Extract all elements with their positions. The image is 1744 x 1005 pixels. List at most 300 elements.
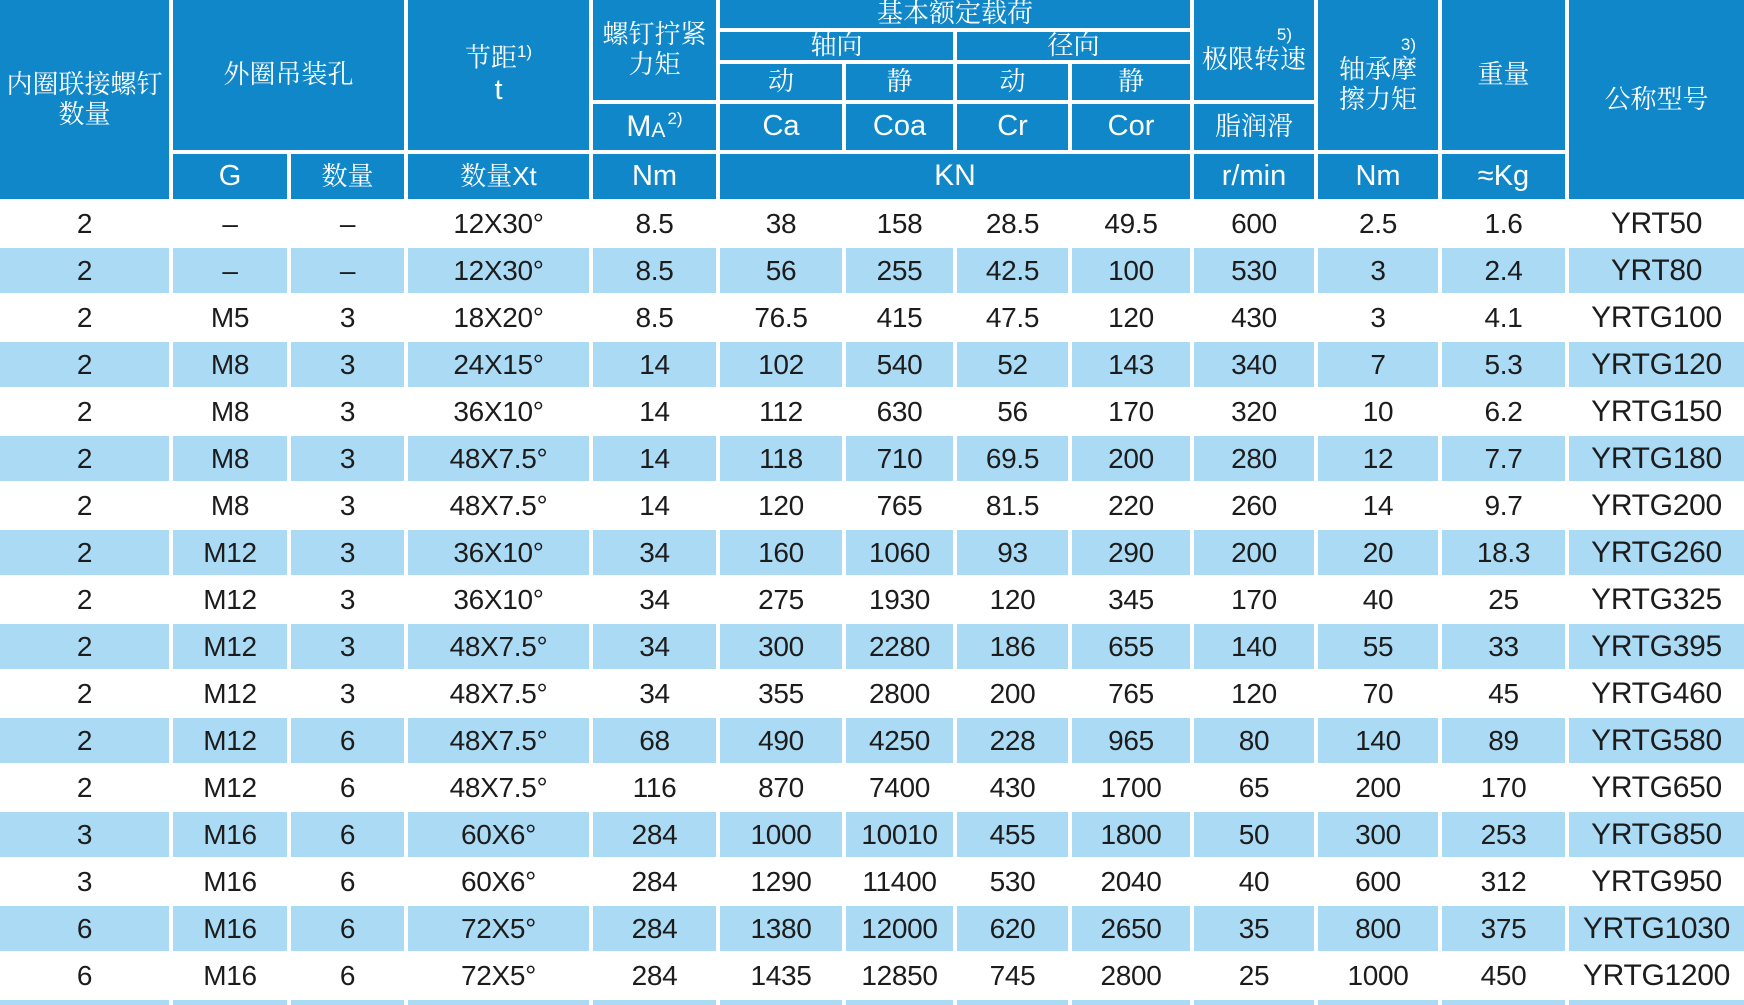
cell-inner-screws: 2 (76, 489, 93, 521)
cell-pitch: 36X10° (453, 395, 544, 427)
cell-tightening-torque: 284 (593, 906, 716, 951)
table-row (0, 201, 1744, 246)
header-radial-dynamic-label: 动 (999, 66, 1026, 97)
cell-coa-axial-static: 1930 (868, 583, 931, 615)
cell-hole-g: M8 (173, 436, 287, 481)
header-pitch (408, 0, 589, 150)
cell-inner-screws: 3 (0, 812, 169, 857)
cell-cor-radial-static: 2800 (1100, 959, 1162, 991)
cell-weight: 170 (1480, 771, 1527, 803)
cell-model: YRTG1030 (1569, 906, 1744, 951)
cell-coa-axial-static: 415 (876, 301, 923, 333)
header-axial-dynamic-label: 动 (767, 66, 794, 97)
cell-hole-qty: 3 (291, 530, 404, 575)
table-row (0, 812, 1744, 857)
cell-hole-qty: 6 (291, 718, 404, 763)
table-row (0, 436, 1744, 481)
cell-inner-screws: 2 (76, 771, 93, 803)
header-ca-symbol (720, 104, 842, 150)
cell-cr-radial-dynamic: 455 (957, 812, 1068, 857)
cell-ca-axial-dynamic: 76.5 (754, 301, 808, 333)
cell-cor-radial-static: 143 (1072, 342, 1190, 387)
header-ma-m: M (626, 110, 652, 143)
header-radial-dynamic (957, 64, 1068, 100)
cell-hole-qty: – (291, 248, 404, 293)
cell-limit-speed: 320 (1231, 395, 1277, 427)
cell-coa-axial-static: 255 (846, 248, 953, 293)
header-limit-speed-label: 极限转速 (1201, 43, 1306, 74)
cell-cr-radial-dynamic: 56 (997, 395, 1028, 427)
unit-g (173, 154, 287, 199)
cell-cor-radial-static: 1800 (1072, 812, 1190, 857)
table-header (0, 0, 1744, 199)
cell-pitch: 60X6° (408, 812, 589, 857)
cell-weight: 25 (1488, 583, 1519, 615)
cell-cr-radial-dynamic: 120 (989, 583, 1036, 615)
cell-hole-qty: 3 (339, 489, 356, 521)
cell-friction-torque: 200 (1355, 771, 1401, 803)
header-cor-symbol (1072, 104, 1190, 150)
cell-cor-radial-static: 345 (1108, 583, 1154, 615)
cell-limit-speed: 280 (1194, 436, 1314, 481)
cell-hole-g: M16 (173, 906, 287, 951)
cell-coa-axial-static: 2280 (846, 624, 953, 669)
cell-model: YRTG1200 (1582, 958, 1731, 992)
unit-load-kn-label: KN (934, 159, 976, 193)
cell-partial (1318, 1000, 1438, 1005)
cell-limit-speed: 600 (1231, 207, 1277, 239)
cell-cor-radial-static: 290 (1072, 530, 1190, 575)
cell-inner-screws: 2 (0, 436, 169, 481)
cell-weight: 4.1 (1484, 301, 1523, 333)
header-basic-load (720, 0, 1190, 28)
cell-hole-qty: 3 (339, 395, 356, 427)
cell-pitch: 12X30° (408, 248, 589, 293)
cell-friction-torque: 12 (1318, 436, 1438, 481)
cell-hole-qty: 6 (339, 771, 356, 803)
cell-tightening-torque: 34 (639, 583, 670, 615)
unit-speed-rpm (1194, 154, 1314, 199)
header-inner-ring-screws (0, 0, 169, 199)
cell-hole-qty: – (339, 207, 356, 239)
unit-pitch (408, 154, 589, 199)
cell-hole-g: M12 (203, 771, 257, 803)
cell-cr-radial-dynamic: 42.5 (957, 248, 1068, 293)
cell-model: YRT80 (1569, 248, 1744, 293)
cell-ca-axial-dynamic: 38 (765, 207, 797, 239)
table-row (0, 530, 1744, 575)
cell-hole-qty: 3 (339, 583, 356, 615)
cell-hole-g: M12 (173, 530, 287, 575)
cell-partial (173, 1000, 287, 1005)
cell-ca-axial-dynamic: 112 (759, 395, 803, 427)
cell-weight: 18.3 (1442, 530, 1565, 575)
unit-speed-rpm-label: r/min (1221, 159, 1287, 192)
cell-cr-radial-dynamic: 745 (989, 959, 1036, 991)
cell-model: YRT50 (1610, 206, 1703, 240)
header-ma-footnote: 2) (667, 109, 683, 128)
cell-model: YRTG395 (1569, 624, 1744, 669)
cell-limit-speed: 530 (1194, 248, 1314, 293)
cell-tightening-torque: 284 (593, 812, 716, 857)
cell-pitch: 36X10° (408, 530, 589, 575)
cell-cr-radial-dynamic: 620 (957, 906, 1068, 951)
cell-limit-speed: 35 (1194, 906, 1314, 951)
cell-coa-axial-static: 7400 (868, 771, 931, 803)
cell-coa-axial-static: 11400 (862, 865, 937, 897)
cell-limit-speed: 80 (1194, 718, 1314, 763)
cell-pitch: 72X5° (408, 906, 589, 951)
cell-cr-radial-dynamic: 69.5 (957, 436, 1068, 481)
cell-weight: 2.4 (1442, 248, 1565, 293)
header-model (1569, 0, 1744, 199)
cell-cr-radial-dynamic: 28.5 (985, 207, 1040, 239)
header-screw-torque-line2: 力矩 (628, 49, 681, 79)
cell-hole-g: M12 (203, 583, 257, 615)
cell-model: YRTG580 (1569, 718, 1744, 763)
header-cr-label: Cr (997, 110, 1028, 143)
cell-ca-axial-dynamic: 120 (758, 489, 804, 521)
cell-inner-screws: 3 (76, 865, 93, 897)
header-friction-torque-line1: 轴承摩 (1338, 53, 1417, 84)
cell-coa-axial-static: 12000 (846, 906, 953, 951)
cell-inner-screws: 2 (76, 395, 93, 427)
header-grease-label: 脂润滑 (1214, 111, 1293, 142)
cell-pitch: 48X7.5° (408, 718, 589, 763)
cell-inner-screws: 2 (76, 677, 93, 709)
cell-cr-radial-dynamic: 186 (957, 624, 1068, 669)
header-axial-label: 轴向 (810, 30, 863, 61)
cell-cor-radial-static: 965 (1072, 718, 1190, 763)
table-row (0, 389, 1744, 434)
cell-friction-torque: 70 (1362, 677, 1394, 709)
cell-hole-qty: 3 (339, 301, 356, 333)
cell-pitch: 12X30° (453, 207, 544, 239)
cell-pitch: 24X15° (408, 342, 589, 387)
cell-limit-speed: 430 (1231, 301, 1277, 333)
cell-inner-screws: 2 (0, 342, 169, 387)
unit-hole-qty (291, 154, 404, 199)
table-row (0, 671, 1744, 716)
cell-inner-screws: 6 (0, 906, 169, 951)
table-row (0, 248, 1744, 293)
header-ma-symbol-wrap (626, 109, 683, 143)
cell-inner-screws: 2 (0, 624, 169, 669)
header-cr-symbol (957, 104, 1068, 150)
cell-hole-g: M12 (203, 677, 257, 709)
cell-model: YRTG650 (1591, 770, 1722, 804)
table-row (0, 342, 1744, 387)
cell-tightening-torque: 8.5 (593, 248, 716, 293)
cell-friction-torque: 2.5 (1358, 207, 1398, 239)
cell-cor-radial-static: 2040 (1100, 865, 1162, 897)
header-radial-static-label: 静 (1117, 66, 1144, 97)
table-row (0, 859, 1744, 904)
cell-hole-qty: 6 (339, 959, 356, 991)
cell-tightening-torque: 8.5 (635, 207, 674, 239)
cell-partial (593, 1000, 716, 1005)
cell-weight: 6.2 (1484, 395, 1523, 427)
cell-model: YRTG180 (1569, 436, 1744, 481)
header-radial-static (1072, 64, 1190, 100)
cell-inner-screws: 2 (76, 301, 93, 333)
cell-limit-speed: 170 (1231, 583, 1277, 615)
cell-coa-axial-static: 2800 (868, 677, 931, 709)
cell-friction-torque: 800 (1318, 906, 1438, 951)
cell-hole-qty: 6 (291, 906, 404, 951)
cell-weight: 89 (1442, 718, 1565, 763)
cell-weight: 375 (1442, 906, 1565, 951)
cell-ca-axial-dynamic: 355 (758, 677, 804, 709)
cell-cor-radial-static: 100 (1072, 248, 1190, 293)
cell-cr-radial-dynamic: 530 (989, 865, 1036, 897)
cell-coa-axial-static: 1060 (846, 530, 953, 575)
cell-limit-speed: 65 (1238, 771, 1270, 803)
header-basic-load-label: 基本额定载荷 (876, 0, 1033, 29)
cell-friction-torque: 14 (1362, 489, 1394, 521)
cell-partial (957, 1000, 1068, 1005)
cell-tightening-torque: 34 (593, 624, 716, 669)
cell-inner-screws: 2 (76, 583, 93, 615)
cell-limit-speed: 200 (1194, 530, 1314, 575)
cell-ca-axial-dynamic: 1435 (750, 959, 812, 991)
cell-friction-torque: 20 (1318, 530, 1438, 575)
cell-ca-axial-dynamic: 275 (758, 583, 804, 615)
cell-cr-radial-dynamic: 228 (957, 718, 1068, 763)
cell-hole-g: M8 (210, 489, 250, 521)
header-coa-label: Coa (872, 110, 927, 143)
header-axial (720, 32, 953, 60)
cell-tightening-torque: 8.5 (635, 301, 674, 333)
cell-hole-g: – (222, 207, 238, 239)
cell-weight: 312 (1480, 865, 1527, 897)
cell-cr-radial-dynamic: 200 (989, 677, 1036, 709)
cell-limit-speed: 140 (1194, 624, 1314, 669)
cell-coa-axial-static: 540 (846, 342, 953, 387)
header-limit-speed-footnote: 5) (1276, 24, 1292, 44)
header-friction-torque-footnote: 3) (1400, 34, 1416, 54)
unit-pitch-label: 数量Xt (460, 160, 537, 191)
table-body (0, 201, 1744, 998)
cell-ca-axial-dynamic: 490 (720, 718, 842, 763)
cell-cor-radial-static: 655 (1072, 624, 1190, 669)
cell-partial (0, 1000, 169, 1005)
header-friction-torque-line2: 擦力矩 (1338, 83, 1417, 114)
header-cor-label: Cor (1107, 110, 1155, 143)
cell-limit-speed: 260 (1231, 489, 1277, 521)
header-model-label: 公称型号 (1604, 83, 1709, 114)
cell-pitch: 36X10° (453, 583, 544, 615)
cell-tightening-torque: 14 (593, 342, 716, 387)
cell-model: YRTG260 (1569, 530, 1744, 575)
cell-weight: 450 (1480, 959, 1527, 991)
header-grease-lubrication (1194, 104, 1314, 150)
header-pitch-title (465, 43, 532, 74)
cell-ca-axial-dynamic: 870 (758, 771, 804, 803)
header-outer-ring-holes-label: 外圈吊装孔 (223, 59, 354, 90)
table-row (0, 483, 1744, 528)
header-friction-torque (1318, 0, 1438, 150)
cell-model: YRTG850 (1569, 812, 1744, 857)
cell-partial (1194, 1000, 1314, 1005)
cell-cor-radial-static: 2650 (1072, 906, 1190, 951)
cell-cor-radial-static: 220 (1108, 489, 1154, 521)
header-axial-static (846, 64, 953, 100)
cell-model: YRTG120 (1569, 342, 1744, 387)
header-inner-ring-screws-line2: 数量 (58, 98, 111, 129)
header-coa-symbol (846, 104, 953, 150)
cell-limit-speed: 120 (1231, 677, 1277, 709)
cell-hole-g: M8 (173, 342, 287, 387)
header-pitch-footnote: 1) (516, 42, 533, 62)
cell-hole-g: M12 (173, 718, 287, 763)
table-row (0, 718, 1744, 763)
cell-partial (1569, 1000, 1744, 1005)
cell-inner-screws: 2 (76, 207, 93, 239)
header-outer-ring-holes (173, 0, 404, 150)
cell-model: YRTG950 (1591, 864, 1722, 898)
cell-weight: 33 (1442, 624, 1565, 669)
cell-tightening-torque: 34 (593, 530, 716, 575)
cell-friction-torque: 40 (1362, 583, 1394, 615)
cell-pitch: 48X7.5° (449, 489, 548, 521)
cell-friction-torque: 1000 (1347, 959, 1409, 991)
table-row (0, 577, 1744, 622)
cell-coa-axial-static: 158 (876, 207, 923, 239)
unit-hole-qty-label: 数量 (321, 160, 374, 191)
cell-cor-radial-static: 49.5 (1104, 207, 1158, 239)
unit-weight-kg (1442, 154, 1565, 199)
header-limit-speed (1194, 0, 1314, 100)
cell-tightening-torque: 116 (632, 771, 677, 803)
cell-partial (1442, 1000, 1565, 1005)
header-axial-static-label: 静 (886, 66, 913, 97)
cell-cr-radial-dynamic: 47.5 (985, 301, 1040, 333)
cell-hole-qty: 3 (291, 624, 404, 669)
cell-cor-radial-static: 1700 (1100, 771, 1162, 803)
table-row (0, 906, 1744, 951)
header-radial (957, 32, 1190, 60)
cell-coa-axial-static: 12850 (861, 959, 938, 991)
cell-weight: 1.6 (1484, 207, 1523, 239)
cell-pitch: 48X7.5° (449, 677, 548, 709)
cell-cor-radial-static: 200 (1072, 436, 1190, 481)
cell-hole-g: M5 (210, 301, 250, 333)
cell-ca-axial-dynamic: 56 (720, 248, 842, 293)
cell-coa-axial-static: 630 (876, 395, 923, 427)
header-axial-dynamic (720, 64, 842, 100)
cell-coa-axial-static: 765 (876, 489, 923, 521)
cell-ca-axial-dynamic: 102 (720, 342, 842, 387)
cell-coa-axial-static: 710 (846, 436, 953, 481)
cell-tightening-torque: 14 (593, 436, 716, 481)
cell-friction-torque: 3 (1318, 248, 1438, 293)
cell-cor-radial-static: 170 (1108, 395, 1154, 427)
table-row (0, 953, 1744, 998)
cell-weight: 9.7 (1484, 489, 1523, 521)
unit-friction-nm-label: Nm (1355, 159, 1401, 192)
cell-partial (408, 1000, 589, 1005)
cell-hole-qty: 3 (291, 342, 404, 387)
cell-hole-qty: 3 (291, 436, 404, 481)
cell-hole-g: M12 (173, 624, 287, 669)
cell-hole-g: – (173, 248, 287, 293)
cell-tightening-torque: 284 (631, 865, 678, 897)
table-row (0, 765, 1744, 810)
table-row (0, 624, 1744, 669)
cell-hole-g: M8 (210, 395, 250, 427)
cell-pitch: 48X7.5° (449, 771, 548, 803)
cell-partial (1072, 1000, 1190, 1005)
cell-pitch: 18X20° (453, 301, 544, 333)
cell-hole-g: M16 (203, 959, 257, 991)
header-screw-torque-line1: 螺钉拧紧 (602, 19, 707, 50)
cell-tightening-torque: 34 (639, 677, 670, 709)
cell-weight: 45 (1488, 677, 1519, 709)
cell-friction-torque: 300 (1318, 812, 1438, 857)
cell-friction-torque: 55 (1318, 624, 1438, 669)
cell-model: YRTG150 (1591, 394, 1722, 428)
header-radial-label: 径向 (1047, 30, 1100, 61)
cell-cr-radial-dynamic: 93 (957, 530, 1068, 575)
cell-hole-qty: 6 (339, 865, 356, 897)
unit-g-label: G (218, 159, 242, 192)
cell-hole-g: M16 (203, 865, 257, 897)
cell-tightening-torque: 284 (631, 959, 678, 991)
cell-limit-speed: 40 (1238, 865, 1270, 897)
cell-ca-axial-dynamic: 118 (720, 436, 842, 481)
header-ma-a: A (651, 119, 666, 142)
cell-tightening-torque: 68 (593, 718, 716, 763)
unit-load-kn (720, 154, 1190, 199)
cell-weight: 253 (1442, 812, 1565, 857)
cell-ca-axial-dynamic: 1380 (720, 906, 842, 951)
cell-hole-qty: 6 (291, 812, 404, 857)
header-weight-label: 重量 (1477, 59, 1530, 90)
cell-weight: 5.3 (1442, 342, 1565, 387)
cell-friction-torque: 140 (1318, 718, 1438, 763)
cell-model: YRTG460 (1591, 676, 1722, 710)
cell-pitch: 48X7.5° (408, 624, 589, 669)
cell-cor-radial-static: 765 (1108, 677, 1154, 709)
cell-partial (291, 1000, 404, 1005)
cell-coa-axial-static: 4250 (846, 718, 953, 763)
cell-pitch: 48X7.5° (408, 436, 589, 481)
unit-weight-kg-label: ≈Kg (1477, 159, 1530, 192)
table-row (0, 295, 1744, 340)
cell-inner-screws: 2 (0, 248, 169, 293)
header-screw-torque (593, 0, 716, 100)
cell-model: YRTG325 (1591, 582, 1722, 616)
header-pitch-label: 节距 (464, 42, 517, 73)
cell-hole-qty: 3 (339, 677, 356, 709)
cell-ca-axial-dynamic: 300 (720, 624, 842, 669)
table-row-partial (0, 1000, 1744, 1005)
cell-partial (720, 1000, 842, 1005)
cell-cor-radial-static: 120 (1108, 301, 1154, 333)
cell-friction-torque: 10 (1362, 395, 1394, 427)
cell-cr-radial-dynamic: 430 (989, 771, 1036, 803)
unit-torque-nm-label: Nm (631, 159, 678, 192)
header-inner-ring-screws-line1: 内圈联接螺钉 (6, 68, 163, 99)
cell-inner-screws: 2 (0, 718, 169, 763)
cell-model: YRTG100 (1591, 300, 1722, 334)
cell-limit-speed: 50 (1194, 812, 1314, 857)
cell-partial (846, 1000, 953, 1005)
cell-model: YRTG200 (1591, 488, 1722, 522)
cell-ca-axial-dynamic: 160 (720, 530, 842, 575)
cell-friction-torque: 7 (1318, 342, 1438, 387)
